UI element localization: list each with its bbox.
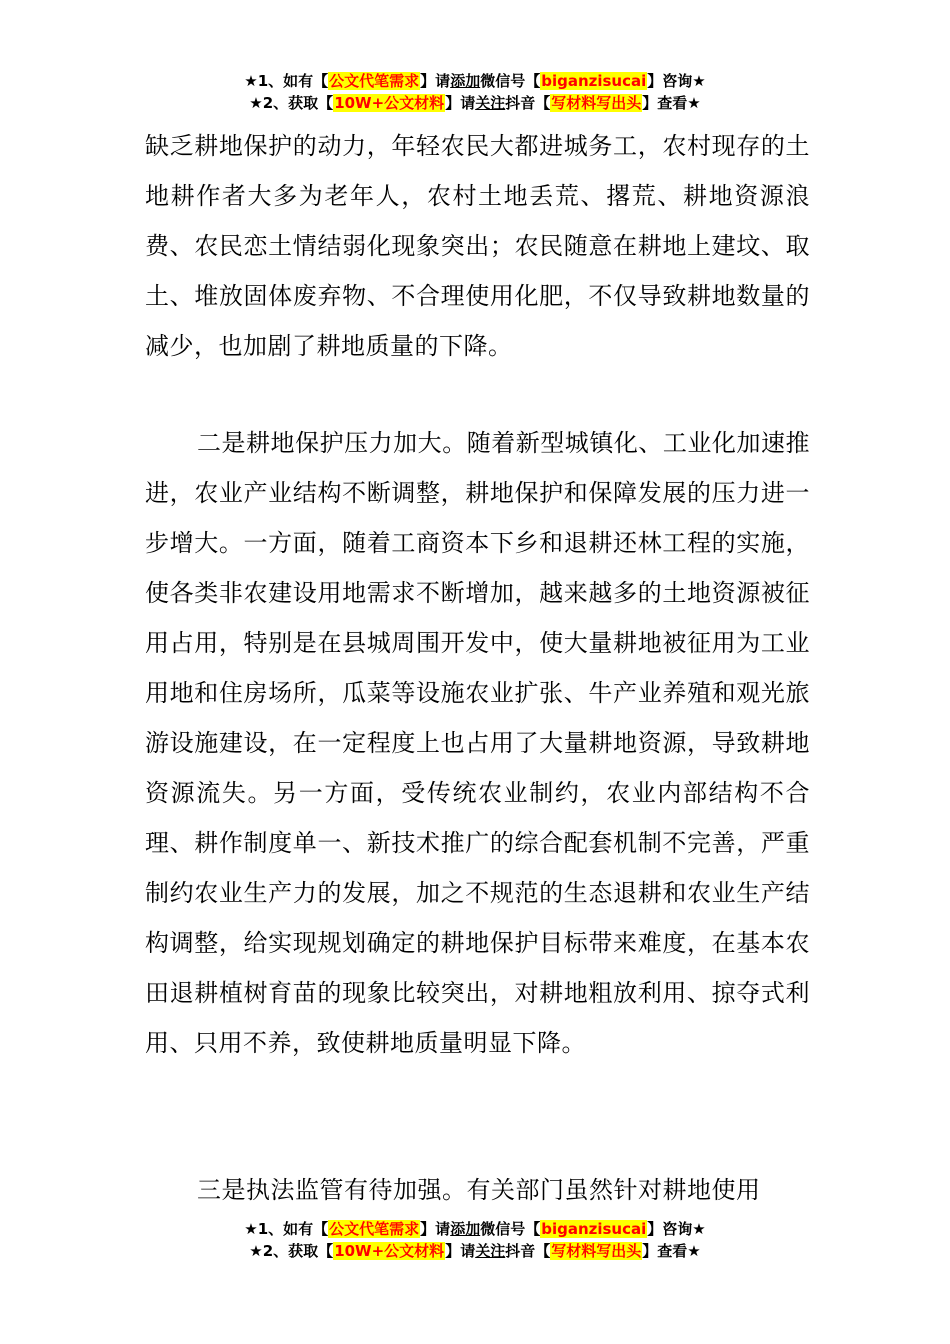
douyin-id-highlight: 写材料写出头 <box>551 1242 642 1260</box>
highlight-text: 10W+公文材料 <box>334 94 445 112</box>
banner-line-2 <box>0 92 950 114</box>
banner-text: 抖音【 <box>505 94 551 112</box>
banner-text: ★1、如有【 <box>244 1220 329 1238</box>
banner-line-2 <box>0 1240 950 1262</box>
banner-text: 抖音【 <box>505 1242 551 1260</box>
banner-text: 微信号【 <box>480 72 541 90</box>
banner-line-1 <box>0 70 950 92</box>
highlight-text: 公文代笔需求 <box>329 1220 420 1238</box>
banner-text: 】查看★ <box>642 1242 701 1260</box>
banner-text: 】咨询★ <box>647 72 706 90</box>
underlined-text: 添加 <box>450 72 481 90</box>
underlined-text: 添加 <box>450 1220 481 1238</box>
footer-banner <box>0 1218 950 1262</box>
banner-text: 】请 <box>445 94 476 112</box>
banner-text: ★2、获取【 <box>249 94 334 112</box>
paragraph-text: 三是执法监管有待加强。有关部门虽然针对耕地使用 <box>197 1176 761 1204</box>
paragraph-text: 缺乏耕地保护的动力，年轻农民大都进城务工，农村现存的土地耕作者大多为老年人，农村土地丢荒、撂荒、耕地资源浪费、农民恋土情结弱化现象突出；农民随意在耕地上建坟、取土、堆放固体废弃物、不合理使用化肥，不仅导致耕地数量的减少，也加剧了耕地质量的下降。 <box>145 132 810 360</box>
banner-text: 微信号【 <box>480 1220 541 1238</box>
underlined-text: 关注 <box>475 94 506 112</box>
header-banner <box>0 70 950 114</box>
highlight-text: 10W+公文材料 <box>334 1242 445 1260</box>
banner-text: 】查看★ <box>642 94 701 112</box>
document-body-paragraph-1 <box>145 121 810 371</box>
underlined-text: 关注 <box>475 1242 506 1260</box>
wechat-id-highlight: biganzisucai <box>541 72 647 90</box>
banner-text: ★1、如有【 <box>244 72 329 90</box>
banner-text: 】请 <box>445 1242 476 1260</box>
document-body-paragraph-2 <box>145 418 810 1068</box>
highlight-text: 公文代笔需求 <box>329 72 420 90</box>
paragraph-text: 二是耕地保护压力加大。随着新型城镇化、工业化加速推进，农业产业结构不断调整，耕地保护和保障发展的压力进一步增大。一方面，随着工商资本下乡和退耕还林工程的实施，使各类非农建设用地需求不断增加，越来越多的土地资源被征用占用，特别是在县城周围开发中，使大量耕地被征用为工业用地和住房场所，瓜菜等设施农业扩张、牛产业养殖和观光旅游设施建设，在一定程度上也占用了大量耕地资源，导致耕地资源流失。另一方面，受传统农业制约，农业内部结构不合理、耕作制度单一、新技术推广的综合配套机制不完善，严重制约农业生产力的发展，加之不规范的生态退耕和农业生产结构调整，给实现规划确定的耕地保护目标带来难度，在基本农田退耕植树育苗的现象比较突出，对耕地粗放利用、掠夺式利用、只用不养，致使耕地质量明显下降。 <box>145 429 810 1057</box>
banner-text: ★2、获取【 <box>249 1242 334 1260</box>
douyin-id-highlight: 写材料写出头 <box>551 94 642 112</box>
banner-text: 】请 <box>420 72 451 90</box>
wechat-id-highlight: biganzisucai <box>541 1220 647 1238</box>
banner-line-1 <box>0 1218 950 1240</box>
document-body-paragraph-3 <box>145 1165 810 1215</box>
banner-text: 】咨询★ <box>647 1220 706 1238</box>
banner-text: 】请 <box>420 1220 451 1238</box>
